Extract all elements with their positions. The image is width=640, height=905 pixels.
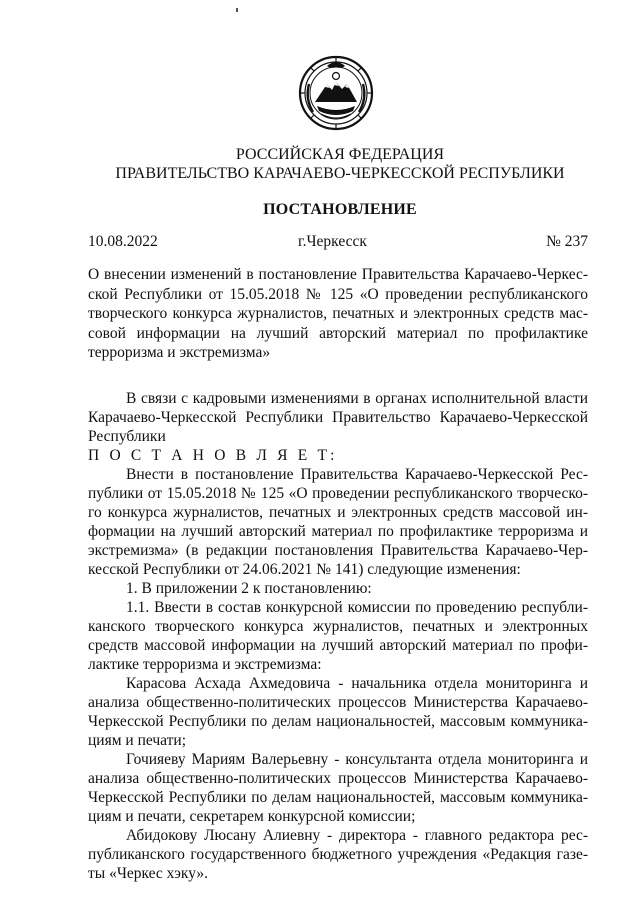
preamble-paragraph (88, 389, 588, 446)
member-line: Черкесской Республики по делам национальностей, массовым коммуника- (88, 713, 588, 730)
member-line: публиканского государственного бюджетного учреждения «Редакция газе- (88, 846, 588, 863)
title-line: терроризма и экстремизма» (88, 344, 271, 361)
member-line: анализа общественно-политических процессов Министерства Карачаево- (88, 694, 588, 711)
item-1-1-paragraph (88, 598, 588, 674)
clause-line: формации на лучший авторский материал по профилактике терроризма и (88, 523, 588, 540)
clause-line: публики от 15.05.2018 № 125 «О проведении республиканского творческо- (88, 485, 588, 502)
document-type-title: ПОСТАНОВЛЕНИЕ (263, 201, 417, 218)
document-meta-row (88, 233, 588, 253)
item-1-paragraph (88, 579, 588, 598)
item-1-1-line: средств массовой информации на лучший авторский материал по профи- (88, 637, 588, 654)
item-1-1-line: лактике терроризма и экстремизма: (88, 656, 322, 673)
document-date: 10.08.2022 (88, 233, 158, 250)
clause-line: кесской Республики от 24.06.2021 № 141) следующие изменения: (88, 561, 521, 578)
member-line: ты «Черкес хэку». (88, 865, 208, 882)
preamble-line: Карачаево-Черкесской Республики Правительство Карачаево-Черкесской (88, 409, 588, 426)
member-1-paragraph (88, 674, 588, 750)
scan-artifact (236, 8, 238, 12)
member-line: циям и печати; (88, 732, 187, 749)
member-line: Карасова Асхада Ахмедовича - начальника отдела мониторинга и (126, 675, 588, 692)
member-line: Гочияеву Мариям Валерьевну - консультанта отдела мониторинга и (126, 751, 588, 768)
preamble-line: Республики (88, 428, 166, 445)
title-line: творческого конкурса журналистов, печатных и электронных средств мас- (88, 305, 588, 322)
member-2-paragraph (88, 750, 588, 826)
decree-word: П О С Т А Н О В Л Я Е Т: (88, 447, 338, 464)
document-number: № 237 (546, 233, 588, 250)
header-government: ПРАВИТЕЛЬСТВО КАРАЧАЕВО-ЧЕРКЕССКОЙ РЕСПУБЛИКИ (115, 165, 565, 182)
member-line: Абидокову Люсану Алиевну - директора - главного редактора рес- (126, 827, 588, 844)
item-1-1-line: 1.1. Ввести в состав конкурсной комиссии по проведению республи- (126, 599, 588, 616)
title-line: ской Республики от 15.05.2018 № 125 «О проведении республиканского (88, 285, 588, 303)
preamble-line: В связи с кадровыми изменениями в органах исполнительной власти (126, 390, 588, 407)
header-country: РОССИЙСКАЯ ФЕДЕРАЦИЯ (235, 146, 445, 163)
clause-paragraph (88, 465, 588, 579)
clause-line: Внести в постановление Правительства Карачаево-Черкесской Рес- (126, 466, 588, 483)
member-line: циям и печати, секретарем конкурсной комиссии; (88, 808, 416, 825)
title-line: О внесении изменений в постановление Правительства Карачаево-Черкес- (88, 266, 588, 283)
coat-of-arms-emblem (297, 54, 375, 132)
document-city: г.Черкесск (298, 233, 367, 250)
clause-line: экстремизма» (в редакции постановления Правительства Карачаево-Чер- (88, 542, 588, 559)
document-subject-title (88, 265, 588, 363)
item-1-1-line: канского творческого конкурса журналистов, печатных и электронных (88, 618, 588, 635)
member-line: Черкесской Республики по делам национальностей, массовым коммуника- (88, 789, 588, 806)
clause-line: го конкурса журналистов, печатных и электронных средств массовой ин- (88, 504, 588, 521)
document-body (88, 389, 588, 883)
title-line: совой информации на лучший авторский материал по профилактике (88, 324, 588, 342)
member-3-paragraph (88, 826, 588, 883)
item-1-line: 1. В приложении 2 к постановлению: (126, 580, 372, 597)
member-line: анализа общественно-политических процессов Министерства Карачаево- (88, 770, 588, 787)
